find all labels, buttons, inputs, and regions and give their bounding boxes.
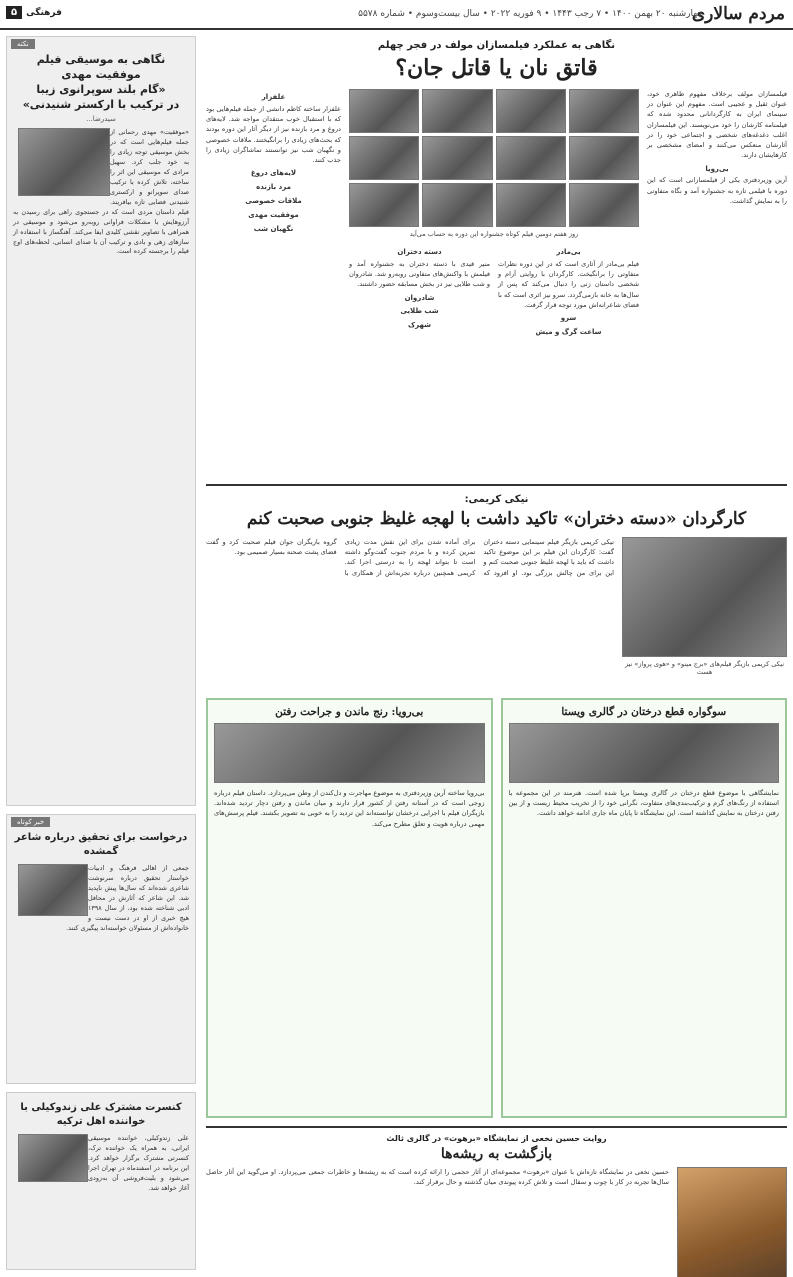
poet-photo	[18, 864, 88, 916]
exhibition-body: حسین نخعی در نمایشگاه تازه‌اش با عنوان «برهوت» مجموعه‌ای از آثار حجمی را ارائه کرده است که به ریشه‌ها و خاطرات جمعی می‌پردازد. او می‌گوید این آثار حاصل سال‌ها تجربه در کار با چوب و سفال است و تلاش کرده پیوندی میان گذشته و حال برقرار کند.	[206, 1168, 669, 1187]
sidebar-photo	[18, 128, 110, 196]
section-name: فرهنگی	[26, 7, 62, 18]
stills-caption: روز هفتم دومین فیلم کوتاه جشنواره این دوره به حساب می‌آید	[409, 230, 579, 238]
interview-headline: کارگردان «دسته دختران» تاکید داشت با لهجه غلیظ جنوبی صحبت کنم	[246, 509, 747, 529]
film-still	[422, 136, 492, 180]
sidebar-article-title: درخواست برای تحقیق درباره شاعر گمشده	[14, 832, 188, 857]
lead-column-1: فیلمسازان مولف برخلاف مفهوم ظاهری خود، عنوان ثقیل و عجیبی است. مفهوم این عنوان در سینمای ایران به کارگردانانی محدود شده که فیلمنامه کارشان را خود می‌نویسند. این فیلمسازان اغلب دغدغه‌های شخصی و اجتماعی خود را در آثارشان منعکس می‌کنند و امضای مشخصی بر کارهایشان دارند. بی‌رویا آرین وزیردفتری یکی از فیلمسازانی است که این دوره با فیلمی تازه به جشنواره آمد و نگاه متفاوتی را به نمایش گذاشت.	[647, 90, 787, 205]
interview-body: نیکی کریمی بازیگر فیلم سینمایی دسته دختران گفت: کارگردان این فیلم بر این موضوع تاکید داشت که باید با لهجه غلیظ جنوبی صحبت کنم و این برای من چالش بزرگی بود. او افزود که برای آماده شدن برای این نقش مدت زیادی تمرین کرده و با مردم جنوب گفت‌وگو داشته است تا بتواند لهجه را به درستی اجرا کند. کریمی همچنین درباره تجربه‌اش از همکاری با گروه بازیگران جوان فیلم صحبت کرد و گفت فضای پشت صحنه بسیار صمیمی بود.	[206, 538, 614, 577]
sidebar-article-body: جمعی از اهالی فرهنگ و ادبیات خواستار تحقیق درباره سرنوشت شاعری شده‌اند که سال‌ها پیش ناپدید شد. این شاعر که آثارش در محافل ادبی شناخته شده بود، از سال ۱۳۹۸ هیچ خبری از او در دست نیست و خانواده‌اش از مسئولان خواسته‌اند پیگیری کنند.	[13, 864, 189, 933]
lead-column-4: علفزار علفزار ساخته کاظم دانشی از جمله فیلم‌هایی بود که با استقبال خوب منتقدان مواجه شد. لایه‌های دروغ و مرد بازنده نیز از دیگر آثار این دوره بودند که بحث‌های زیادی را برانگیختند. ملاقات خصوصی و نگهبان شب نیز توانستند تماشاگران زیادی را جذب کنند. لایه‌های دروغ مرد بازنده ملاقات خصوصی موفقیت مهدی نگهبان شب	[206, 93, 341, 233]
film-still	[422, 183, 492, 227]
sidebar-article-body: علی زندوکیلی، خواننده موسیقی ایرانی، به همراه یک خواننده ترک، کنسرتی مشترک برگزار خواهد کرد. این برنامه در اسفندماه در تهران اجرا می‌شود و بلیت‌فروشی آن به‌زودی آغاز خواهد شد.	[13, 1134, 189, 1194]
exhibition-section	[206, 1126, 787, 1277]
exhibition-headline: بازگشت به ریشه‌ها	[440, 1146, 553, 1162]
lead-kicker: نگاهی به عملکرد فیلمسازان مولف در فجر چهلم	[377, 40, 616, 51]
film-still	[569, 89, 639, 133]
sidebar-author: سیدرضا...	[86, 115, 116, 124]
box-article-gallery	[501, 698, 788, 1118]
boxed-articles	[206, 698, 787, 1118]
lead-body	[206, 89, 787, 429]
lead-subhead: بی‌رویا	[705, 164, 729, 173]
box-title: سوگواره قطع درختان در گالری ویستا	[561, 706, 727, 718]
lead-headline: قاتق نان یا قاتل جان؟	[395, 55, 598, 81]
film-photo	[214, 723, 485, 783]
page-number: ۵	[6, 6, 22, 19]
box-article-film	[206, 698, 493, 1118]
sidebar-article-title: کنسرت مشترک علی زندوکیلی با خواننده اهل ترکیه	[20, 1102, 182, 1127]
section-tag	[6, 6, 62, 19]
film-stills-grid	[349, 89, 639, 227]
sidebar-kicker: نکته	[11, 39, 35, 49]
main-column	[206, 36, 787, 1187]
actress-caption: نیکی کریمی بازیگر فیلم‌های «برج مینو» و «هوی پرواز» نیز هست	[624, 660, 785, 676]
lead-column-3: دسته دختران منیر قیدی با دسته دختران به جشنواره آمد و فیلمش با واکنش‌های متفاوتی روبه‌رو شد. شادروان و شب طلایی نیز در بخش مسابقه حضور داشتند. شادروان شب طلایی شهرک	[349, 248, 490, 330]
interview-section	[206, 484, 787, 687]
sidebar-article-body: «موفقیت» مهدی رحمانی از جمله فیلم‌هایی است که در بخش موسیقی توجه زیادی را به خود جلب کرد. سهیل مرادی که موسیقی این اثر را ساخته، تلاش کرده با ترکیب صدای سوپرانو و ارکستری شنیدنی فضایی تازه بیافریند. فیلم داستان مردی است که در جستجوی راهی برای رسیدن به آرزوهایش با مشکلات فراوانی روبه‌رو می‌شود و موسیقی در همراهی با تصاویر نقشی کلیدی ایفا می‌کند. آهنگساز با استفاده از سازهای زهی و بادی و ترکیب آن با صدای انسانی، لحظه‌های اوج فیلم را برجسته کرده است.	[13, 128, 189, 256]
actress-photo	[622, 537, 787, 657]
film-still	[496, 89, 566, 133]
sculpture-photo	[677, 1167, 787, 1277]
film-still	[569, 136, 639, 180]
sidebar-article-title: نگاهی به موسیقی فیلم موفقیت مهدی «گام بلند سوپرانوی زیبا در ترکیب با ارکستر شنیدنی»	[22, 53, 180, 111]
gallery-photo	[509, 723, 780, 783]
film-still	[349, 89, 419, 133]
masthead	[0, 0, 793, 30]
box-title: بی‌رویا: رنج ماندن و جراحت رفتن	[275, 706, 424, 718]
sidebar-article-concert	[6, 1092, 196, 1270]
exhibition-kicker: روایت حسین نخعی از نمایشگاه «برهوت» در گالری ثالث	[386, 1134, 607, 1143]
lead-column-2: بی‌مادر فیلم بی‌مادر از آثاری است که در این دوره نظرات متفاوتی را برانگیخت. کارگردان با روایتی آرام و شخصی داستان زنی را دنبال می‌کند که پس از سال‌ها به خانه بازمی‌گردد. سرو نیز اثری است که با فضای شاعرانه‌اش مورد توجه قرار گرفت. سرو ساعت گرگ و میش	[498, 248, 639, 336]
singers-photo	[18, 1134, 88, 1182]
film-still	[496, 136, 566, 180]
box-body: بی‌رویا ساخته آرین وزیردفتری به موضوع مهاجرت و دل‌کندن از وطن می‌پردازد. داستان فیلم درباره زوجی است که در آستانه رفتن از کشور قرار دارند و میان ماندن و رفتن دچار تردید شده‌اند. بازیگران فیلم با اجرایی درخشان توانسته‌اند این تردید را به خوبی به تصویر بکشند. فیلم پرسش‌های مهمی درباره هویت و تعلق مطرح می‌کند.	[214, 789, 485, 828]
interview-kicker: نیکی کریمی:	[464, 494, 529, 505]
film-still	[422, 89, 492, 133]
film-still	[569, 183, 639, 227]
newspaper-logo: مردم سالاری	[691, 4, 785, 24]
sidebar	[6, 36, 196, 1271]
lead-media-block	[349, 89, 639, 429]
sidebar-kicker: خبر کوتاه	[11, 817, 50, 827]
dateline: چهارشنبه ۲۰ بهمن ۱۴۰۰ • ۷ رجب ۱۴۴۳ • ۹ فوریه ۲۰۲۲ • سال بیست‌وسوم • شماره ۵۵۷۸	[358, 9, 703, 19]
film-still	[496, 183, 566, 227]
film-still	[349, 136, 419, 180]
sidebar-article-music	[6, 36, 196, 806]
film-still	[349, 183, 419, 227]
box-body: نمایشگاهی با موضوع قطع درختان در گالری ویستا برپا شده است. هنرمند در این مجموعه با استفاده از رنگ‌های گرم و ترکیب‌بندی‌های متفاوت، نگرانی خود را از تخریب محیط زیست و از بین رفتن درختان به نمایش گذاشته است. این نمایشگاه تا پایان ماه جاری ادامه خواهد داشت.	[508, 789, 779, 818]
sidebar-article-poet	[6, 814, 196, 1084]
